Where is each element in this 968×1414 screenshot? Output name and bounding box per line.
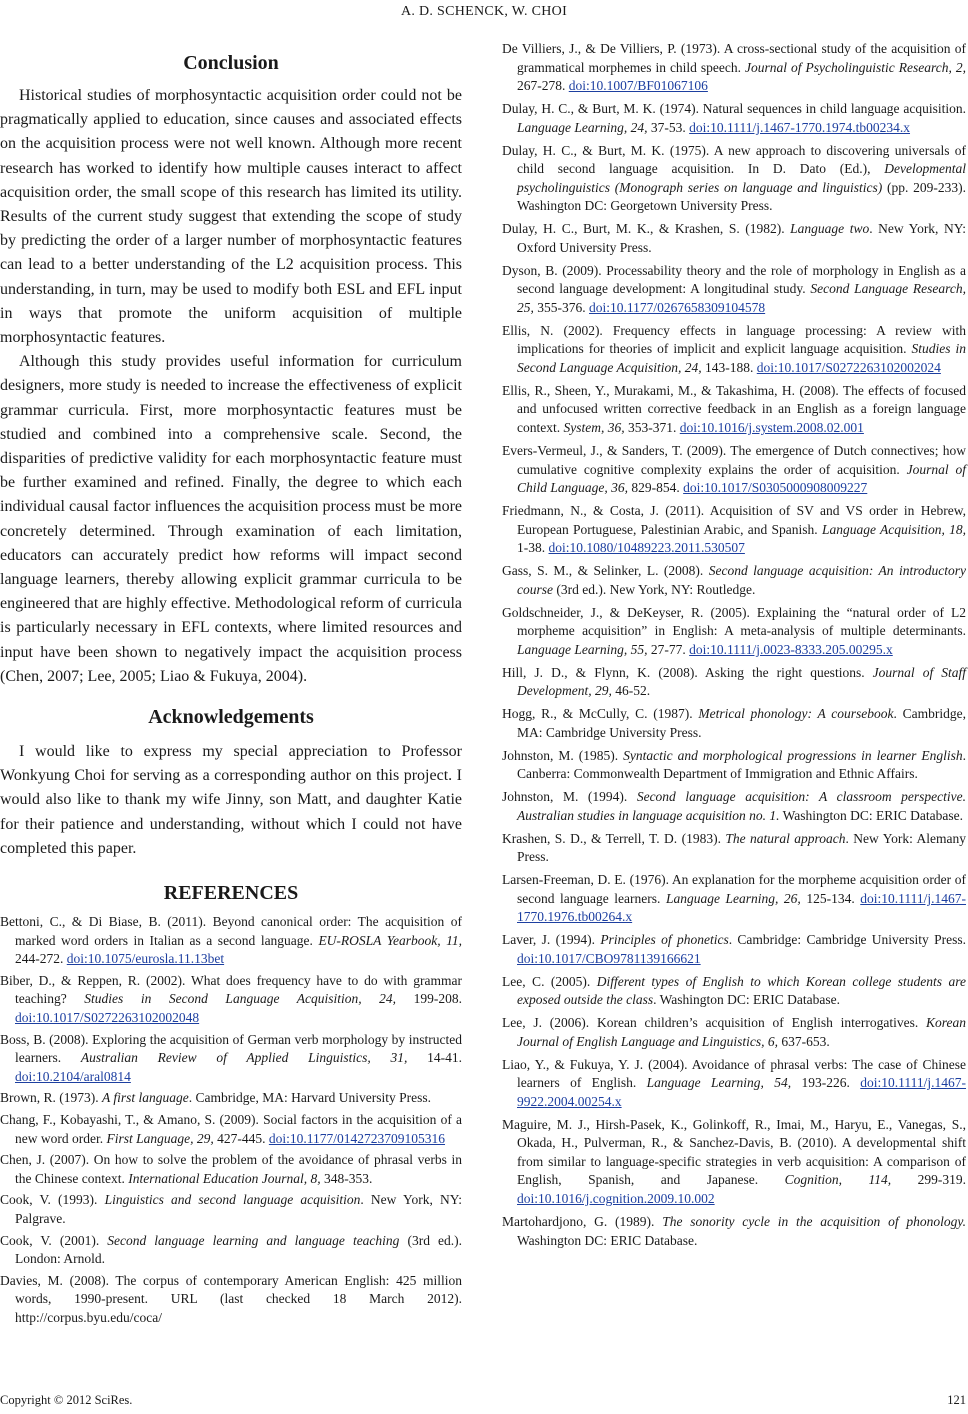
reference-entry bbox=[502, 1056, 966, 1112]
reference-text: Chen, J. (2007). On how to solve the problem of the avoidance of phrasal verbs in the Chinese context. bbox=[0, 1152, 462, 1186]
reference-entry bbox=[502, 220, 966, 257]
reference-text: 199-208. bbox=[396, 991, 462, 1007]
reference-text: Dulay, H. C., Burt, M. K., & Krashen, S. (1982). bbox=[502, 221, 791, 237]
conclusion-heading: Conclusion bbox=[183, 52, 279, 74]
reference-text: Bettoni, C., & Di Biase, B. (2011). Beyond canonical order: The acquisition of marked word orders in Italian as a second language. bbox=[0, 914, 462, 948]
doi-link[interactable]: doi:10.1007/BF01067106 bbox=[568, 78, 708, 94]
doi-link[interactable]: doi:10.1016/j.system.2008.02.001 bbox=[679, 420, 864, 436]
reference-text: 355-376. bbox=[533, 299, 589, 315]
doi-link[interactable]: doi:10.1111/j.1467-9922.2004.00254.x bbox=[517, 1075, 966, 1109]
reference-text: 1-38. bbox=[517, 540, 549, 556]
reference-text: De Villiers, J., & De Villiers, P. (1973). A cross-sectional study of the acquisition of grammatical morphemes in child speech. bbox=[502, 41, 966, 75]
reference-text: Friedmann, N., & Costa, J. (2011). Acquisition of SV and VS order in Hebrew, European Portuguese, Palestinian Arabic, and Spanish. bbox=[502, 503, 966, 537]
reference-text: Washington DC: ERIC Database. bbox=[779, 807, 964, 823]
reference-text: Ellis, R., Sheen, Y., Murakami, M., & Takashima, H. (2008). The effects of focused and unfocused written corrective feedback in an English as a foreign language context. bbox=[502, 382, 966, 436]
reference-entry bbox=[0, 913, 462, 969]
reference-entry bbox=[502, 262, 966, 318]
references-list-right bbox=[502, 40, 966, 1250]
reference-text: Hill, J. D., & Flynn, K. (2008). Asking the right questions. bbox=[502, 664, 873, 680]
left-column bbox=[0, 40, 462, 1331]
reference-text: 125-134. bbox=[800, 890, 861, 906]
running-head: A. D. SCHENCK, W. CHOI bbox=[400, 4, 568, 19]
reference-source: Studies in Second Language Acquisition, 24, bbox=[84, 991, 397, 1007]
reference-text: Johnston, M. (1985). bbox=[502, 747, 624, 763]
reference-entry bbox=[502, 973, 966, 1010]
reference-text: Lee, J. (2006). Korean children’s acquisition of English interrogatives. bbox=[502, 1015, 926, 1031]
reference-source: Australian Review of Applied Linguistics, 31, bbox=[80, 1050, 408, 1066]
reference-source: Developmental psycholinguistics (Monograph series on language and linguistics) bbox=[517, 161, 966, 195]
reference-source: Second language acquisition: A classroom perspective. Australian studies in language acquisition no. 1. bbox=[517, 789, 966, 823]
reference-text: . Washington DC: ERIC Database. bbox=[653, 992, 840, 1008]
reference-text: 829-854. bbox=[628, 480, 684, 496]
reference-entry bbox=[0, 1232, 462, 1269]
reference-text: Cook, V. (2001). bbox=[0, 1232, 108, 1248]
reference-source: Language Learning, 54, bbox=[646, 1075, 792, 1091]
doi-link[interactable]: doi:10.1177/0267658309104578 bbox=[589, 299, 766, 315]
reference-entry bbox=[502, 788, 966, 825]
reference-source: International Education Journal, 8, bbox=[128, 1170, 321, 1186]
reference-entry bbox=[502, 502, 966, 558]
right-column bbox=[502, 40, 966, 1254]
reference-text: Maguire, M. J., Hirsh-Pasek, K., Golinkoff, R., Imai, M., Haryu, E., Vanegas, S., Okada, H., Pulverman, R., & Sanchez-Davis, B. (2010). A developmental shift from similar to language-specific strategies in verb acquisition: A comparison of English, Spanish, and Japanese. bbox=[502, 1116, 966, 1188]
reference-text: . Cambridge, MA: Cambridge University Press. bbox=[517, 706, 966, 740]
reference-source: Language Learning, 26, bbox=[665, 890, 801, 906]
reference-text: Liao, Y., & Fukuya, Y. J. (2004). Avoidance of phrasal verbs: The case of Chinese learners of English. bbox=[502, 1056, 966, 1091]
reference-source: EU-ROSLA Yearbook, 11, bbox=[318, 932, 462, 948]
doi-link[interactable]: doi:10.1017/CBO9781139166621 bbox=[517, 950, 701, 966]
reference-text: 193-226. bbox=[791, 1075, 861, 1091]
reference-entry bbox=[0, 1089, 462, 1108]
reference-source: Second language acquisition: An introductory course bbox=[517, 563, 967, 597]
reference-text: Evers-Vermeul, J., & Sanders, T. (2009). The emergence of Dutch connectives; how cumulative cognitive complexity explains the order of acquisition. bbox=[502, 442, 966, 477]
reference-source: Cognition, 114, bbox=[784, 1172, 892, 1188]
doi-link[interactable]: doi:10.1016/j.cognition.2009.10.002 bbox=[517, 1191, 715, 1207]
reference-source: Journal of Child Language, 36, bbox=[517, 461, 966, 496]
reference-text: Goldschneider, J., & DeKeyser, R. (2005). Explaining the “natural order of L2 morpheme acquisition” in English: A meta-analysis of multiple determinants. bbox=[502, 604, 966, 639]
reference-entry bbox=[502, 664, 966, 701]
reference-text: 46-52. bbox=[611, 683, 651, 699]
reference-source: The natural approach bbox=[725, 830, 846, 846]
reference-text: Cook, V. (1993). bbox=[0, 1192, 105, 1208]
reference-source: Studies in Second Language Acquisition, 24, bbox=[517, 341, 967, 375]
reference-text: Chang, F., Kobayashi, T., & Amano, S. (2009). Social factors in the acquisition of a new word order. bbox=[0, 1112, 462, 1146]
doi-link[interactable]: doi:10.1177/0142723709105316 bbox=[268, 1130, 446, 1146]
reference-text: . Cambridge: Cambridge University Press. bbox=[728, 932, 967, 948]
reference-source: Syntactic and morphological progressions in learner English bbox=[623, 747, 963, 763]
reference-text: Johnston, M. (1994). bbox=[502, 789, 637, 805]
reference-text: (pp. 209-233). Washington DC: Georgetown University Press. bbox=[517, 179, 966, 214]
reference-text: Lee, C. (2005). bbox=[502, 973, 597, 989]
reference-text: (3rd ed.). New York, NY: Routledge. bbox=[553, 581, 756, 597]
doi-link[interactable]: doi:10.1017/S0305000908009227 bbox=[683, 480, 868, 496]
reference-source: Second Language Research, 25, bbox=[517, 281, 966, 315]
reference-text: 299-319. bbox=[891, 1172, 966, 1188]
doi-link[interactable]: doi:10.1017/S0272263102002024 bbox=[756, 359, 941, 375]
reference-text: 348-353. bbox=[320, 1170, 373, 1186]
reference-text: 427-445. bbox=[213, 1130, 269, 1146]
reference-entry bbox=[502, 322, 966, 378]
reference-source: Journal of Psycholinguistic Research, 2, bbox=[745, 59, 966, 75]
reference-source: Metrical phonology: A coursebook bbox=[698, 706, 894, 722]
reference-text: Dyson, B. (2009). Processability theory and the role of morphology in English as a second language development: A longitudinal study. bbox=[502, 262, 966, 297]
reference-source: Principles of phonetics bbox=[600, 932, 729, 948]
reference-entry bbox=[502, 142, 966, 216]
reference-entry bbox=[502, 100, 966, 137]
reference-entry bbox=[502, 1014, 966, 1051]
doi-link[interactable]: doi:10.1111/j.1467-1770.1976.tb00264.x bbox=[517, 890, 967, 925]
doi-link[interactable]: doi:10.1111/j.1467-1770.1974.tb00234.x bbox=[689, 119, 911, 135]
reference-text: Brown, R. (1973). bbox=[0, 1090, 102, 1106]
references-list-left bbox=[0, 913, 462, 1327]
reference-source: Journal of Staff Development, 29, bbox=[517, 664, 967, 699]
reference-source: System, 36, bbox=[563, 420, 625, 436]
reference-source: The sonority cycle in the acquisition of phonology. bbox=[662, 1213, 966, 1229]
doi-link[interactable]: doi:10.1111/j.0023-8333.205.00295.x bbox=[689, 641, 893, 657]
reference-text: 143-188. bbox=[701, 359, 757, 375]
conclusion-paragraph-2: Although this study provides useful information for curriculum designers, more study is needed to increase the effectiveness of explicit grammar curricula. First, more morphosyntactic features must be studied and combined into a comprehensive scale. Second, the disparities of predictive validity for each morphosyntactic feature must be further examined and refined. Finally, the degree to which each individual causal factor influences the acquisition process must be more concretely determined. Through examination of each limitation, educators can accurately predict how reforms will impact second language learners, thereby allowing explicit grammar curricula to be engineered that are highly effective. Methodological reform of curricula is particularly necessary in EFL contexts, where limited resources and input have been shown to negatively impact the acquisition process (Chen, 2007; Lee, 2005; Liao & Fukuya, 2004). bbox=[0, 353, 462, 685]
reference-source: Korean Journal of English Language and Linguistics, 6, bbox=[517, 1015, 966, 1049]
reference-text: Gass, S. M., & Selinker, L. (2008). bbox=[502, 563, 709, 579]
references-heading: REFERENCES bbox=[163, 882, 299, 905]
acknowledgements-paragraph: I would like to express my special appreciation to Professor Wonkyung Choi for serving as a corresponding author on this project. I would also like to thank my wife Jinny, son Matt, and daughter Katie for their patience and understanding, without which I could not have completed this paper. bbox=[0, 743, 462, 857]
reference-entry bbox=[502, 830, 966, 867]
reference-entry bbox=[502, 382, 966, 438]
reference-text: 353-371. bbox=[624, 420, 680, 436]
reference-text: . New York: Alemany Press. bbox=[517, 830, 966, 865]
reference-text: . Canberra: Commonwealth Department of Immigration and Ethnic Affairs. bbox=[517, 747, 966, 782]
doi-link[interactable]: doi:10.1075/eurosla.11.13bet bbox=[66, 951, 225, 967]
reference-entry bbox=[502, 705, 966, 742]
reference-entry bbox=[0, 1151, 462, 1188]
reference-entry bbox=[502, 562, 966, 599]
reference-text: 27-77. bbox=[647, 641, 690, 657]
reference-source: First Language, 29, bbox=[106, 1130, 214, 1146]
reference-text: . New York, NY: Palgrave. bbox=[15, 1192, 462, 1226]
reference-source: Different types of English to which Korean college students are exposed outside the class bbox=[517, 973, 966, 1008]
reference-entry bbox=[0, 1191, 462, 1228]
reference-text: 267-278. bbox=[517, 78, 569, 94]
page-number: 121 bbox=[947, 1393, 966, 1407]
reference-entry bbox=[0, 1031, 462, 1087]
reference-entry bbox=[502, 871, 966, 927]
doi-link[interactable]: doi:10.1017/S0272263102002048 bbox=[15, 1010, 200, 1026]
reference-entry bbox=[502, 1213, 966, 1250]
reference-text: Krashen, S. D., & Terrell, T. D. (1983). bbox=[502, 830, 726, 846]
reference-entry bbox=[0, 1111, 462, 1148]
reference-text: Hogg, R., & McCully, C. (1987). bbox=[502, 706, 699, 722]
reference-text: Laver, J. (1994). bbox=[502, 932, 601, 948]
reference-text: Davies, M. (2008). The corpus of contemporary American English: 425 million words, 1990-present. URL (last checked 18 March 2012). http://corpus.byu.edu/coca/ bbox=[0, 1272, 462, 1325]
reference-entry bbox=[502, 931, 966, 968]
reference-text: Ellis, N. (2002). Frequency effects in language processing: A review with implications for theories of implicit and explicit language acquisition. bbox=[502, 322, 966, 357]
copyright-footer: Copyright © 2012 SciRes. bbox=[0, 1393, 133, 1407]
reference-source: Language two bbox=[790, 221, 870, 237]
reference-entry bbox=[502, 442, 966, 498]
reference-source: Language Acquisition, 18, bbox=[821, 521, 966, 537]
reference-text: Larsen-Freeman, D. E. (1976). An explanation for the morpheme acquisition order of second language learners. bbox=[502, 872, 966, 906]
reference-entry bbox=[502, 747, 966, 784]
reference-text: 14-41. bbox=[407, 1050, 462, 1066]
reference-text: Dulay, H. C., & Burt, M. K. (1974). Natural sequences in child language acquisition. bbox=[502, 101, 966, 117]
reference-entry bbox=[502, 1116, 966, 1209]
reference-text: Dulay, H. C., & Burt, M. K. (1975). A new approach to discovering universals of child second language acquisition. In D. Dato (Ed.), bbox=[502, 142, 966, 177]
conclusion-paragraph-1: Historical studies of morphosyntactic acquisition order could not be pragmatically applied to education, since causes and associated effects on the acquisition process were not well known. Although more recent research has worked to identify how multiple causes interact to affect acquisition order, the small scope of this research has limited its utility. Results of the current study suggest that extending the scope of study by predicting the order of a larger number of morphosyntactic features can lead to a better understanding of the L2 acquisition process. This understanding, in turn, may be used to modify both ESL and EFL input in ways that promote the uniform acquisition of multiple morphosyntactic features. bbox=[0, 87, 462, 347]
reference-text: 244-272. bbox=[15, 951, 67, 967]
reference-text: 637-653. bbox=[778, 1033, 830, 1049]
reference-entry bbox=[502, 40, 966, 96]
reference-entry bbox=[0, 1272, 462, 1328]
reference-text: 37-53. bbox=[647, 119, 690, 135]
reference-source: Language Learning, 24, bbox=[517, 119, 648, 135]
doi-link[interactable]: doi:10.2104/aral0814 bbox=[15, 1068, 131, 1084]
reference-text: Boss, B. (2008). Exploring the acquisition of German verb morphology by instructed learners. bbox=[0, 1031, 462, 1066]
reference-text: . Cambridge, MA: Harvard University Press. bbox=[188, 1090, 431, 1106]
reference-entry bbox=[0, 972, 462, 1028]
reference-text: Biber, D., & Reppen, R. (2002). What does frequency have to do with grammar teaching? bbox=[0, 972, 462, 1007]
reference-source: Second language learning and language teaching bbox=[107, 1232, 400, 1248]
reference-source: Language Learning, 55, bbox=[517, 641, 648, 657]
doi-link[interactable]: doi:10.1080/10489223.2011.530507 bbox=[548, 540, 745, 556]
reference-text: Washington DC: ERIC Database. bbox=[517, 1232, 698, 1248]
reference-text: Martohardjono, G. (1989). bbox=[502, 1213, 663, 1229]
reference-source: Linguistics and second language acquisition bbox=[104, 1192, 361, 1208]
reference-text: (3rd ed.). London: Arnold. bbox=[15, 1232, 463, 1267]
reference-text: . New York, NY: Oxford University Press. bbox=[517, 221, 966, 255]
acknowledgements-heading: Acknowledgements bbox=[148, 706, 314, 729]
reference-source: A first language bbox=[102, 1090, 189, 1106]
reference-entry bbox=[502, 604, 966, 660]
